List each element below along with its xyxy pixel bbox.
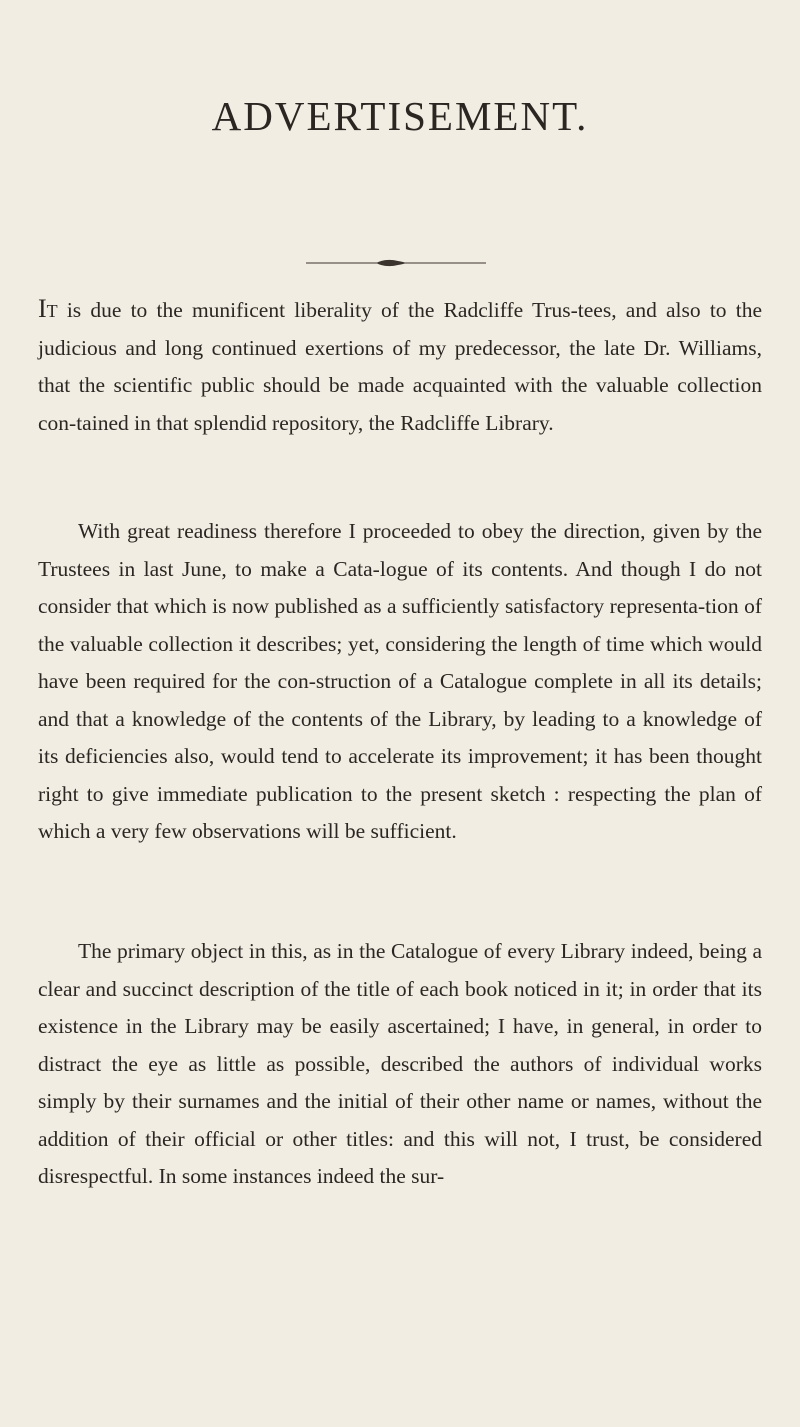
paragraph-2 <box>38 513 762 851</box>
paragraph-text: is due to the munificent liberality of the Radcliffe Trus-tees, and also to the judicious and long continued exertions of my predecessor, the late Dr. Williams, that the scientific public should be made acquainted with the valuable collection con-tained in that splendid repository, the Radcliffe Library. <box>38 298 762 435</box>
ornamental-rule <box>306 256 486 270</box>
paragraph-text: With great readiness therefore I proceeded to obey the direction, given by the Trustees in last June, to make a Cata-logue of its contents. And though I do not consider that which is now published as a sufficiently satisfactory representa-tion of the valuable collection it describes; yet, considering the length of time which would have been required for the con-struction of a Catalogue complete in all its details; and that a knowledge of the contents of the Library, by leading to a knowledge of its deficiencies also, would tend to accelerate its improvement; it has been thought right to give immediate publication to the present sketch : respecting the plan of which a very few observations will be sufficient. <box>38 519 762 843</box>
paragraph-text: The primary object in this, as in the Catalogue of every Library indeed, being a clear and succinct description of the title of each book noticed in it; in order that its existence in the Library may be easily ascertained; I have, in general, in order to distract the eye as little as possible, described the authors of individual works simply by their surnames and the initial of their other name or names, without the addition of their official or other titles: and this will not, I trust, be considered disrespectful. In some instances indeed the sur- <box>38 939 762 1188</box>
paragraph-3 <box>38 933 762 1196</box>
paragraph-1 <box>38 290 762 442</box>
page-title: ADVERTISEMENT. <box>211 93 589 139</box>
paragraph-lead-word: It <box>38 294 58 323</box>
